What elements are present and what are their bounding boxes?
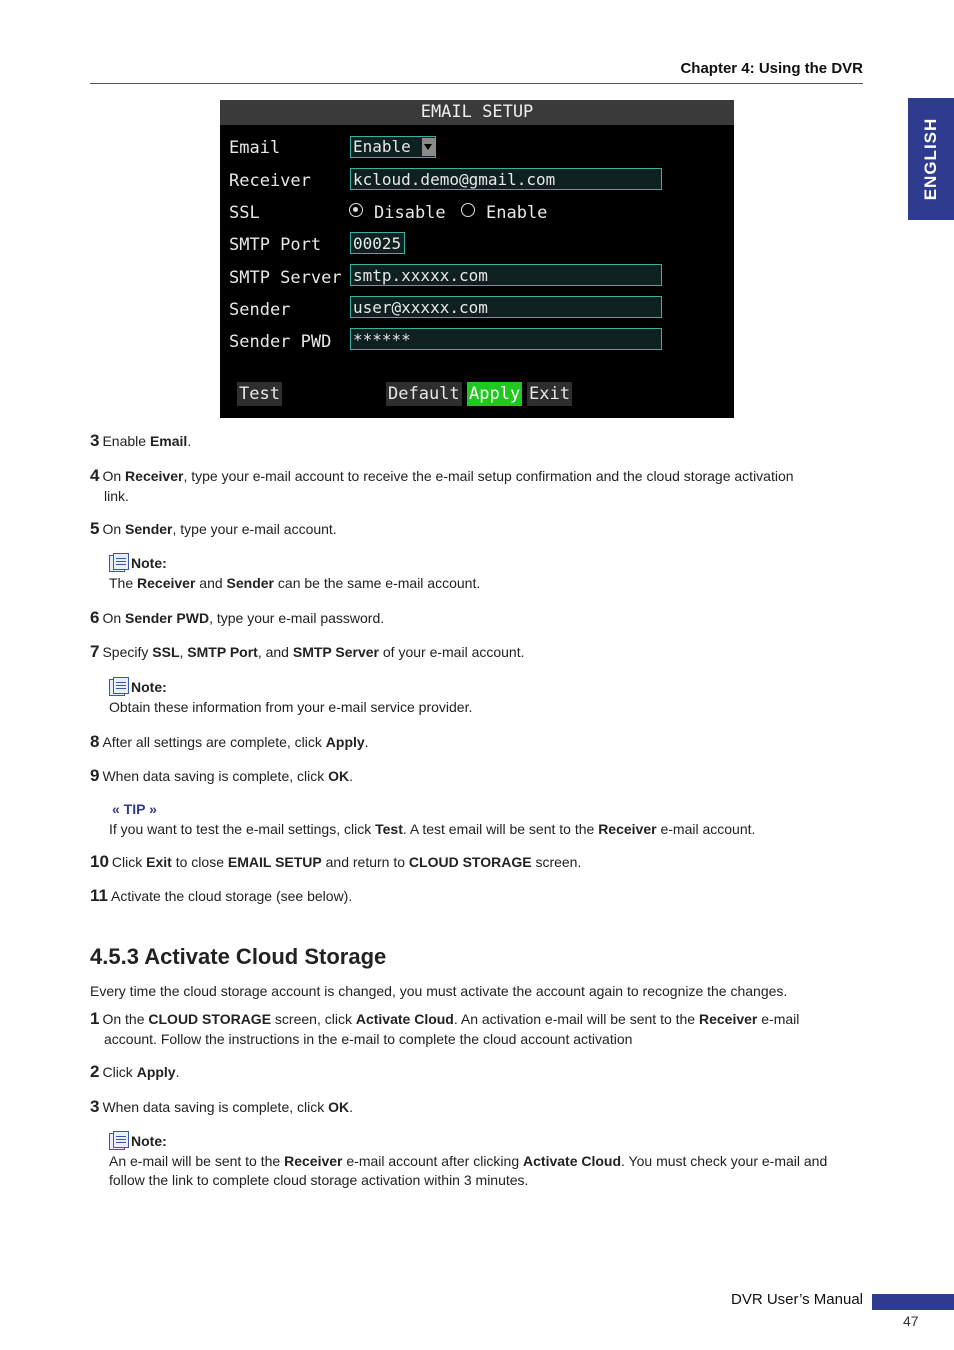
test-button[interactable]: Test xyxy=(239,384,280,404)
note-text: An e-mail will be sent to the Receiver e-mail account after clicking Activate Cloud. You must check your e-mail and follow the link to complete cloud storage activation within 3 minutes. xyxy=(109,1152,828,1188)
receiver-label: Receiver xyxy=(229,171,311,191)
step-item: 3 Enable Email. xyxy=(90,431,192,450)
chapter-title: Chapter 4: Using the DVR xyxy=(680,60,863,77)
language-label: ENGLISH xyxy=(921,117,940,201)
step-text: On Receiver, type your e-mail account to receive the e-mail setup confirmation and the cloud storage activation xyxy=(102,468,794,484)
step-text: On the CLOUD STORAGE screen, click Activate Cloud. An activation e-mail will be sent to the Receiver e-mail xyxy=(102,1011,800,1027)
sender-pwd-label: Sender PWD xyxy=(229,332,332,352)
footer-manual-title: DVR User’s Manual xyxy=(731,1291,863,1308)
step-text: Click Exit to close EMAIL SETUP and return to CLOUD STORAGE screen. xyxy=(111,854,582,870)
sender-label: Sender xyxy=(229,300,291,320)
step-text: When data saving is complete, click OK. xyxy=(102,1099,354,1115)
note-block xyxy=(109,553,859,593)
step-item: 2 Click Apply. xyxy=(90,1062,180,1081)
email-setup-title: EMAIL SETUP xyxy=(220,100,734,125)
step-text: On Sender PWD, type your e-mail password. xyxy=(102,610,385,626)
step-item: 10 Click Exit to close EMAIL SETUP and return to CLOUD STORAGE screen. xyxy=(90,852,582,871)
note-icon xyxy=(109,677,129,694)
ssl-label: SSL xyxy=(229,203,260,223)
smtp-server-label: SMTP Server xyxy=(229,268,342,288)
email-select-value: Enable xyxy=(353,137,411,156)
smtp-server-input[interactable]: smtp.xxxxx.com xyxy=(350,264,662,286)
step-item: 3 When data saving is complete, click OK. xyxy=(90,1097,354,1116)
step-item: 9 When data saving is complete, click OK. xyxy=(90,766,354,785)
step-text-continued: link. xyxy=(104,487,129,504)
email-label: Email xyxy=(229,138,281,158)
step-item: 8 After all settings are complete, click Apply. xyxy=(90,732,369,751)
dropdown-arrow-icon[interactable] xyxy=(422,138,435,156)
step-text: When data saving is complete, click OK. xyxy=(102,768,354,784)
step-text: Enable Email. xyxy=(102,433,192,449)
smtp-port-input[interactable]: 00025 xyxy=(350,232,405,254)
apply-button[interactable]: Apply xyxy=(469,384,521,404)
note-icon xyxy=(109,1131,129,1148)
language-tab xyxy=(908,98,954,220)
tip-label: « TIP » xyxy=(112,801,157,817)
ssl-disable-radio[interactable] xyxy=(349,203,363,217)
default-button[interactable]: Default xyxy=(388,384,460,404)
exit-button[interactable]: Exit xyxy=(529,384,570,404)
step-text: Specify SSL, SMTP Port, and SMTP Server of your e-mail account. xyxy=(102,644,525,660)
step-item: 1 On the CLOUD STORAGE screen, click Activate Cloud. An activation e-mail will be sent to the Receiver e-mail account. Follow the instructions in the e-mail to complete the cloud account activation xyxy=(90,1009,850,1049)
step-item: 5 On Sender, type your e-mail account. xyxy=(90,519,337,538)
page-number: 47 xyxy=(903,1313,919,1329)
section-intro: Every time the cloud storage account is changed, you must activate the account again to recognize the changes. xyxy=(90,983,788,999)
note-text: The Receiver and Sender can be the same e-mail account. xyxy=(109,574,481,591)
smtp-port-label: SMTP Port xyxy=(229,235,322,255)
step-item: 7 Specify SSL, SMTP Port, and SMTP Server of your e-mail account. xyxy=(90,642,525,661)
note-label: Note: xyxy=(131,555,167,571)
note-label: Note: xyxy=(131,1133,167,1149)
ssl-disable-label: Disable xyxy=(374,203,446,223)
ssl-enable-label: Enable xyxy=(486,203,548,223)
note-block xyxy=(109,1131,859,1191)
email-setup-screen xyxy=(220,100,734,418)
tip-text: If you want to test the e-mail settings, click Test. A test email will be sent to the Receiver e-mail account. xyxy=(109,821,756,837)
step-text: On Sender, type your e-mail account. xyxy=(102,521,337,537)
step-text: Click Apply. xyxy=(102,1064,180,1080)
note-label: Note: xyxy=(131,679,167,695)
ssl-enable-radio[interactable] xyxy=(461,203,475,217)
note-icon xyxy=(109,553,129,570)
sender-input[interactable]: user@xxxxx.com xyxy=(350,296,662,318)
sender-pwd-input[interactable]: ****** xyxy=(350,328,662,350)
header-rule xyxy=(90,83,863,84)
email-enable-select[interactable] xyxy=(350,136,436,158)
section-heading: 4.5.3 Activate Cloud Storage xyxy=(90,944,387,969)
step-item: 6 On Sender PWD, type your e-mail password. xyxy=(90,608,385,627)
note-block xyxy=(109,677,859,717)
step-item: 4 On Receiver, type your e-mail account to receive the e-mail setup confirmation and the cloud storage activation link. xyxy=(90,466,850,506)
step-text-continued: account. Follow the instructions in the e-mail to complete the cloud account activation xyxy=(104,1030,633,1047)
footer-accent-bar xyxy=(872,1294,954,1310)
step-text: After all settings are complete, click Apply. xyxy=(102,734,369,750)
step-item: 11 Activate the cloud storage (see below). xyxy=(90,886,353,905)
step-text: Activate the cloud storage (see below). xyxy=(110,888,353,904)
receiver-input[interactable]: kcloud.demo@gmail.com xyxy=(350,168,662,190)
note-text: Obtain these information from your e-mail service provider. xyxy=(109,698,473,715)
